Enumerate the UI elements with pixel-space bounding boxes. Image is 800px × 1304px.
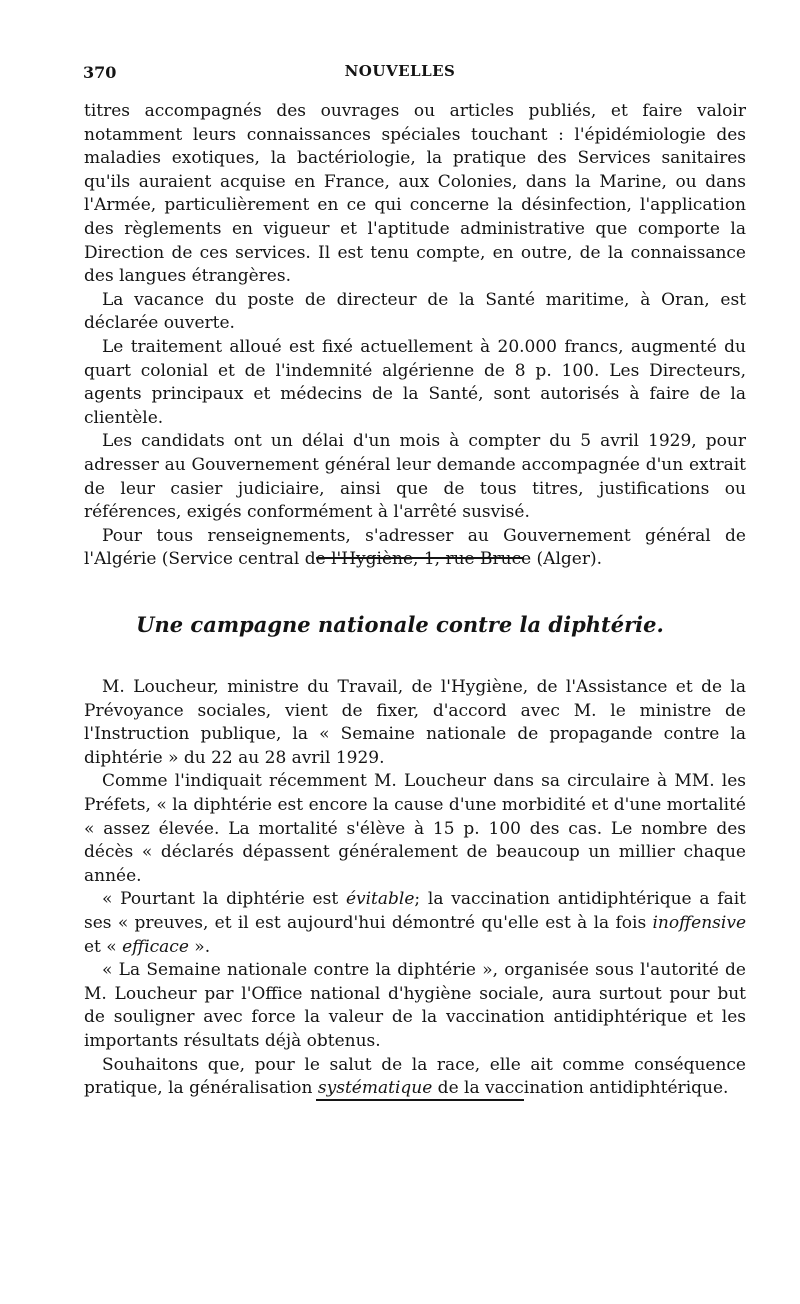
paragraph: « La Semaine nationale contre la diphtérie », organisée sous l'autorité de M. Loucheur par l'Office national d'hygiène sociale, aura surtout pour but de souligner avec force la valeur de la vaccination antidiphtérique et les importants résultats déjà obtenus. — [84, 960, 746, 1051]
emphasis: inoffensive — [652, 912, 746, 933]
paragraph: Pour tous renseignements, s'adresser au Gouvernement général de l'Algérie (Service central de l'Hygiène, 1, rue Bruce (Alger). — [84, 525, 746, 570]
paragraph: M. Loucheur, ministre du Travail, de l'Hygiène, de l'Assistance et de la Prévoyance sociales, vient de fixer, d'accord avec M. le ministre de l'Instruction publique, la « Semaine nationale de propagande contre la diphtérie » du 22 au 28 avril 1929. — [84, 677, 746, 768]
section-divider — [316, 1099, 524, 1101]
section-divider — [316, 557, 524, 559]
running-head: NOUVELLES — [344, 62, 456, 80]
emphasis: efficace — [122, 936, 189, 957]
article-title: Une campagne nationale contre la diphtérie. — [136, 612, 664, 637]
paragraph: La vacance du poste de directeur de la Santé maritime, à Oran, est déclarée ouverte. — [84, 289, 746, 334]
paragraph: Comme l'indiquait récemment M. Loucheur dans sa circulaire à MM. les Préfets, « la diphtérie est encore la cause d'une morbidité et d'une mortalité « assez élevée. La mortalité s'élève à 15 p. 100 des cas. Le nombre des décès « déclarés dépassent généralement de beaucoup un millier chaque année. — [84, 771, 746, 886]
emphasis: systématique — [317, 1078, 433, 1099]
paragraph — [84, 1054, 746, 1101]
text-run: « Pourtant la diphtérie est — [102, 889, 346, 910]
text-run: Souhaitons que, pour le salut de la race, elle ait comme conséquence pratique, la généralisation — [84, 1054, 746, 1099]
continued-article — [84, 100, 746, 572]
text-run: de la vaccination antidiphtérique. — [432, 1078, 729, 1099]
paragraph — [84, 888, 746, 959]
paragraph: titres accompagnés des ouvrages ou articles publiés, et faire valoir notamment leurs connaissances spéciales touchant : l'épidémiologie des maladies exotiques, la bactériologie, la pratique des Services sanitaires qu'ils auraient acquise en France, aux Colonies, dans la Marine, ou dans l'Armée, particulièrement en ce qui concerne la désinfection, l'application des règlements en vigueur et l'aptitude administrative que comporte la Direction de ces services. Il est tenu compte, en outre, de la connaissance des langues étrangères. — [84, 101, 746, 287]
paragraph: Le traitement alloué est fixé actuellement à 20.000 francs, augmenté du quart colonial et de l'indemnité algérienne de 8 p. 100. Les Directeurs, agents principaux et médecins de la Santé, sont autorisés à faire de la clientèle. — [84, 336, 746, 428]
paragraph: Les candidats ont un délai d'un mois à compter du 5 avril 1929, pour adresser au Gouvernement général leur demande accompagnée d'un extrait de leur casier judiciaire, ainsi que de tous titres, justifications ou références, exigés conformément à l'arrêté susvisé. — [84, 431, 746, 523]
text-run: ». — [188, 936, 211, 957]
emphasis: évitable — [345, 889, 415, 910]
text-run: ; la vaccination antidiphtérique a fait ses « preuves, et il est aujourd'hui démontré qu'elle est à la fois — [84, 889, 746, 933]
text-run: et « — [84, 936, 123, 957]
article-body — [84, 676, 746, 1101]
page-number: 370 — [83, 63, 117, 82]
